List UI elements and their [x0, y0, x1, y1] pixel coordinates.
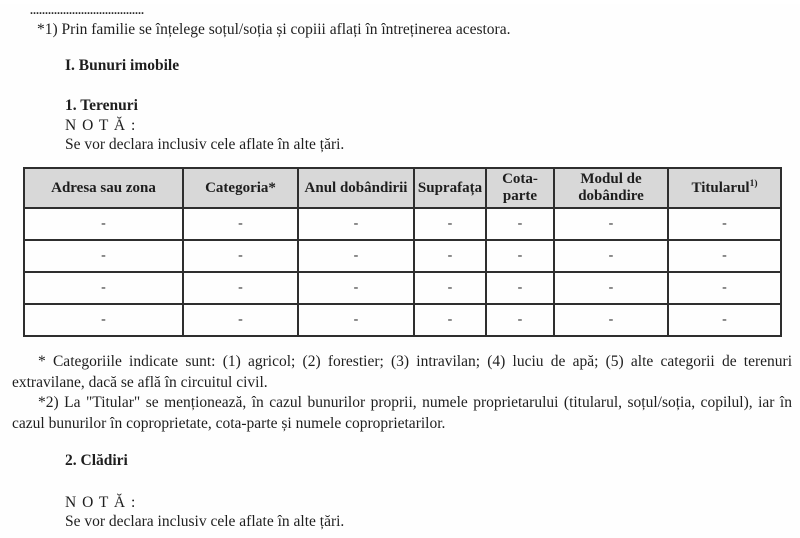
- col-header-categoria: Categoria*: [183, 168, 298, 208]
- titularul-label: Titularul: [691, 179, 750, 196]
- col-header-cota-parte: Cota-parte: [486, 168, 554, 208]
- table-cell: -: [414, 208, 486, 240]
- nota-text-terenuri: Se vor declara inclusiv cele aflate în alte țări.: [65, 136, 345, 153]
- table-cell: -: [24, 304, 183, 336]
- table-cell: -: [183, 272, 298, 304]
- table-cell: -: [668, 208, 781, 240]
- table-cell: -: [24, 272, 183, 304]
- table-cell: -: [183, 240, 298, 272]
- nota-label-terenuri: N O T Ă :: [65, 117, 137, 134]
- table-cell: -: [414, 304, 486, 336]
- header-row: [24, 168, 781, 208]
- terenuri-table-body: [24, 208, 781, 336]
- table-cell: -: [668, 304, 781, 336]
- table-cell: -: [486, 272, 554, 304]
- table-cell: -: [414, 240, 486, 272]
- nota-label-cladiri: N O T Ă :: [65, 494, 137, 511]
- table-cell: -: [298, 304, 414, 336]
- section-title-bunuri-imobile: I. Bunuri imobile: [65, 57, 180, 74]
- col-header-suprafata: Suprafața: [414, 168, 486, 208]
- table-cell: -: [486, 304, 554, 336]
- table-cell: -: [24, 208, 183, 240]
- family-definition-note: *1) Prin familie se înțelege soțul/soția și copiii aflați în întreținerea acestora.: [37, 21, 511, 38]
- table-cell: -: [183, 208, 298, 240]
- table-cell: -: [183, 304, 298, 336]
- table-cell: -: [554, 272, 668, 304]
- declaration-page: [0, 4, 800, 538]
- titularul-footnote-ref: 1): [749, 178, 758, 189]
- table-cell: -: [554, 208, 668, 240]
- table-cell: -: [486, 240, 554, 272]
- table-cell: -: [486, 208, 554, 240]
- footnotes-block: [0, 352, 800, 434]
- table-cell: -: [554, 304, 668, 336]
- table-cell: -: [298, 240, 414, 272]
- nota-text-cladiri: Se vor declara inclusiv cele aflate în alte țări.: [65, 513, 345, 530]
- col-header-adresa: Adresa sau zona: [24, 168, 183, 208]
- footnote-categories: * Categoriile indicate sunt: (1) agricol; (2) forestier; (3) intravilan; (4) luciu de apă; (5) alte categorii de terenuri extravilane, dacă se află în circuitul civil.: [12, 353, 792, 391]
- table-cell: -: [24, 240, 183, 272]
- col-header-anul-dobandirii: Anul dobândirii: [298, 168, 414, 208]
- table-cell: -: [554, 240, 668, 272]
- subsection-title-terenuri: 1. Terenuri: [65, 97, 138, 114]
- terenuri-table-header: [24, 168, 781, 208]
- table-cell: -: [298, 208, 414, 240]
- table-row: [24, 240, 781, 272]
- table-cell: -: [668, 272, 781, 304]
- table-cell: -: [414, 272, 486, 304]
- table-row: [24, 272, 781, 304]
- table-cell: -: [298, 272, 414, 304]
- dotted-separator: ......................................: [30, 3, 144, 17]
- footnote-titular: *2) La "Titular" se menționează, în cazul bunurilor proprii, numele proprietarului (titularul, soțul/soția, copilul), iar în cazul bunurilor în coproprietate, cota-parte și numele coproprietarilor.: [12, 394, 792, 432]
- table-row: [24, 208, 781, 240]
- col-header-titularul: [668, 168, 781, 208]
- table-row: [24, 304, 781, 336]
- subsection-title-cladiri: 2. Clădiri: [65, 452, 128, 469]
- terenuri-table: [23, 167, 782, 337]
- col-header-modul-dobandire: Modul de dobândire: [554, 168, 668, 208]
- table-cell: -: [668, 240, 781, 272]
